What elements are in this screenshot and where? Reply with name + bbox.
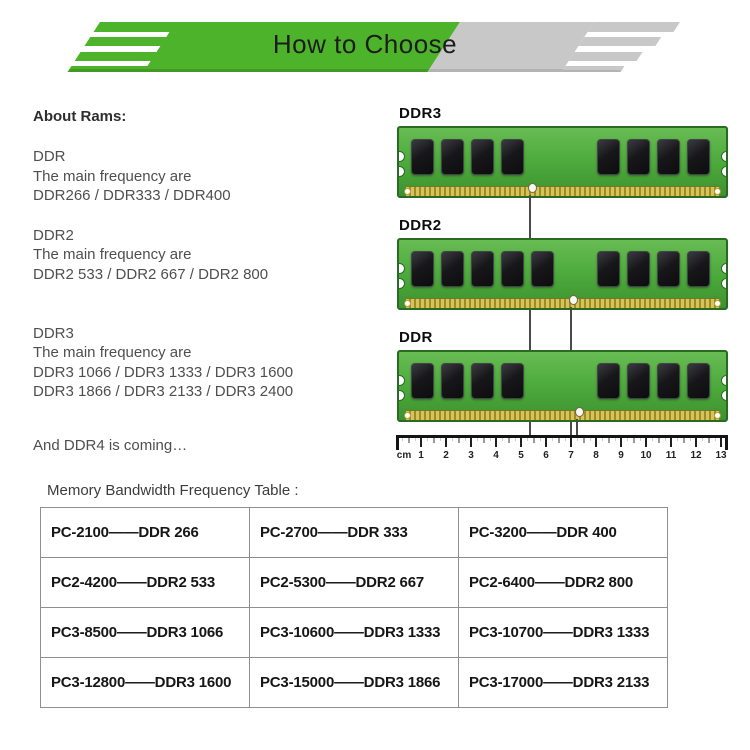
ruler-tick-quarter: [465, 438, 466, 441]
ram-module-ddr2: [397, 238, 728, 310]
memory-chip: [411, 139, 434, 175]
ruler-number: 12: [690, 450, 702, 461]
about-line: The main frequency are: [33, 167, 192, 185]
about-footnote: And DDR4 is coming…: [33, 437, 188, 455]
ruler-number: 7: [568, 450, 574, 461]
table-row: [41, 558, 668, 608]
ruler-tick-quarter: [640, 438, 641, 441]
ruler-number: 4: [493, 450, 499, 461]
module-label-ddr2: DDR2: [399, 217, 442, 234]
memory-chip: [411, 363, 434, 399]
edge-notch: [721, 390, 729, 401]
ruler-tick-cm: [595, 438, 597, 447]
memory-chip: [687, 139, 710, 175]
mounting-hole: [714, 188, 721, 195]
about-line: DDR2 533 / DDR2 667 / DDR2 800: [33, 265, 269, 283]
ruler-tick-half: [633, 438, 635, 443]
table-cell: PC3-12800——DDR3 1600: [41, 658, 250, 708]
ruler-tick-cm: [720, 438, 722, 447]
mounting-hole: [714, 412, 721, 419]
ruler-tick-half: [583, 438, 585, 443]
ruler-tick-cm: [545, 438, 547, 447]
contact-strip: [406, 186, 719, 197]
memory-chip: [597, 251, 620, 287]
contact-strip: [406, 298, 719, 309]
table-cell: PC2-6400——DDR2 800: [459, 558, 668, 608]
about-line: DDR2: [33, 227, 74, 245]
cm-ruler: [396, 435, 728, 462]
contact-notch: [569, 295, 578, 305]
memory-chip: [501, 363, 524, 399]
ruler-end-cap: [725, 438, 728, 450]
frequency-table: [40, 507, 668, 708]
ruler-tick-quarter: [690, 438, 691, 441]
memory-chip: [441, 363, 464, 399]
edge-notch: [397, 151, 405, 162]
ruler-number: 9: [618, 450, 624, 461]
contact-notch: [575, 407, 584, 417]
edge-notch: [721, 263, 729, 274]
memory-chip: [501, 139, 524, 175]
table-cell: PC3-17000——DDR3 2133: [459, 658, 668, 708]
memory-chip: [411, 251, 434, 287]
ruler-tick-quarter: [552, 438, 553, 441]
ruler-tick-quarter: [602, 438, 603, 441]
memory-chip: [657, 251, 680, 287]
ruler-tick-quarter: [565, 438, 566, 441]
memory-chip: [627, 139, 650, 175]
ruler-tick-quarter: [527, 438, 528, 441]
table-cell: PC-3200——DDR 400: [459, 508, 668, 558]
ruler-tick-cm: [570, 438, 572, 447]
ruler-tick-cm: [645, 438, 647, 447]
banner-title: How to Choose: [272, 29, 458, 59]
edge-notch: [397, 166, 405, 177]
memory-chip: [627, 251, 650, 287]
ruler-tick-quarter: [577, 438, 578, 441]
memory-chip: [441, 251, 464, 287]
ruler-tick-quarter: [427, 438, 428, 441]
ruler-tick-quarter: [515, 438, 516, 441]
table-cell: PC3-8500——DDR3 1066: [41, 608, 250, 658]
ruler-number: 10: [640, 450, 652, 461]
module-label-ddr: DDR: [399, 329, 433, 346]
ruler-number: 1: [418, 450, 424, 461]
ruler-tick-quarter: [627, 438, 628, 441]
ruler-tick-half: [683, 438, 685, 443]
table-cell: PC2-4200——DDR2 533: [41, 558, 250, 608]
module-label-ddr3: DDR3: [399, 105, 442, 122]
memory-chip: [597, 363, 620, 399]
table-cell: PC-2700——DDR 333: [250, 508, 459, 558]
ruler-tick-quarter: [677, 438, 678, 441]
table-row: [41, 608, 668, 658]
ruler-tick-quarter: [665, 438, 666, 441]
about-line: DDR3: [33, 325, 74, 343]
ruler-tick-cm: [420, 438, 422, 447]
edge-notch: [721, 375, 729, 386]
edge-notch: [721, 278, 729, 289]
ruler-tick-half: [458, 438, 460, 443]
contact-strip: [406, 410, 719, 421]
ram-module-ddr: [397, 350, 728, 422]
about-line: DDR3 1066 / DDR3 1333 / DDR3 1600: [33, 363, 294, 381]
ruler-tick-half: [558, 438, 560, 443]
about-heading: About Rams:: [33, 108, 127, 125]
memory-chip: [657, 139, 680, 175]
ruler-tick-half: [658, 438, 660, 443]
ruler-tick-quarter: [452, 438, 453, 441]
contact-notch: [528, 183, 537, 193]
mounting-hole: [404, 188, 411, 195]
table-title: Memory Bandwidth Frequency Table :: [47, 482, 299, 499]
mounting-hole: [714, 300, 721, 307]
ruler-tick-quarter: [702, 438, 703, 441]
table-cell: PC3-10700——DDR3 1333: [459, 608, 668, 658]
ruler-number: 6: [543, 450, 549, 461]
ruler-tick-cm: [670, 438, 672, 447]
ruler-number: 5: [518, 450, 524, 461]
ram-module-ddr3: [397, 126, 728, 198]
ruler-tick-quarter: [652, 438, 653, 441]
memory-chip: [471, 251, 494, 287]
memory-chip: [687, 251, 710, 287]
about-line: DDR266 / DDR333 / DDR400: [33, 186, 231, 204]
edge-notch: [397, 263, 405, 274]
ruler-tick-cm: [695, 438, 697, 447]
ruler-tick-quarter: [540, 438, 541, 441]
ruler-tick-half: [408, 438, 410, 443]
memory-chip: [657, 363, 680, 399]
ruler-tick-quarter: [502, 438, 503, 441]
ruler-tick-cm: [445, 438, 447, 447]
ruler-tick-quarter: [490, 438, 491, 441]
table-row: [41, 508, 668, 558]
table-cell: PC3-15000——DDR3 1866: [250, 658, 459, 708]
memory-chip: [501, 251, 524, 287]
memory-chip: [627, 363, 650, 399]
edge-notch: [721, 166, 729, 177]
ruler-tick-quarter: [402, 438, 403, 441]
memory-chip: [471, 363, 494, 399]
ruler-tick-quarter: [590, 438, 591, 441]
about-line: The main frequency are: [33, 246, 192, 264]
table-cell: PC-2100——DDR 266: [41, 508, 250, 558]
ruler-tick-quarter: [615, 438, 616, 441]
ruler-number: 8: [593, 450, 599, 461]
memory-chip: [531, 251, 554, 287]
ruler-number: 2: [443, 450, 449, 461]
ruler-tick-quarter: [715, 438, 716, 441]
about-line: DDR3 1866 / DDR3 2133 / DDR3 2400: [33, 382, 294, 400]
ruler-tick-quarter: [440, 438, 441, 441]
table-cell: PC3-10600——DDR3 1333: [250, 608, 459, 658]
memory-chip: [441, 139, 464, 175]
ruler-tick-half: [608, 438, 610, 443]
ruler-tick-half: [708, 438, 710, 443]
about-line: DDR: [33, 148, 66, 166]
ruler-tick-quarter: [477, 438, 478, 441]
ruler-tick-quarter: [415, 438, 416, 441]
ruler-number: 3: [468, 450, 474, 461]
memory-chip: [687, 363, 710, 399]
ruler-tick-cm: [495, 438, 497, 447]
ruler-tick-cm: [620, 438, 622, 447]
ruler-tick-cm: [520, 438, 522, 447]
frequency-table-body: [41, 508, 668, 708]
edge-notch: [397, 375, 405, 386]
ruler-unit-label: cm: [396, 450, 412, 461]
mounting-hole: [404, 300, 411, 307]
memory-chip: [471, 139, 494, 175]
table-row: [41, 658, 668, 708]
edge-notch: [721, 151, 729, 162]
ruler-number: 11: [665, 450, 677, 461]
edge-notch: [397, 390, 405, 401]
memory-chip: [597, 139, 620, 175]
edge-notch: [397, 278, 405, 289]
table-cell: PC2-5300——DDR2 667: [250, 558, 459, 608]
about-line: The main frequency are: [33, 344, 192, 362]
ruler-tick-half: [483, 438, 485, 443]
mounting-hole: [404, 412, 411, 419]
ruler-tick-half: [433, 438, 435, 443]
ruler-tick-cm: [470, 438, 472, 447]
ruler-tick-half: [533, 438, 535, 443]
ruler-tick-half: [508, 438, 510, 443]
ruler-end-cap: [396, 438, 399, 450]
ruler-number: 13: [715, 450, 727, 461]
